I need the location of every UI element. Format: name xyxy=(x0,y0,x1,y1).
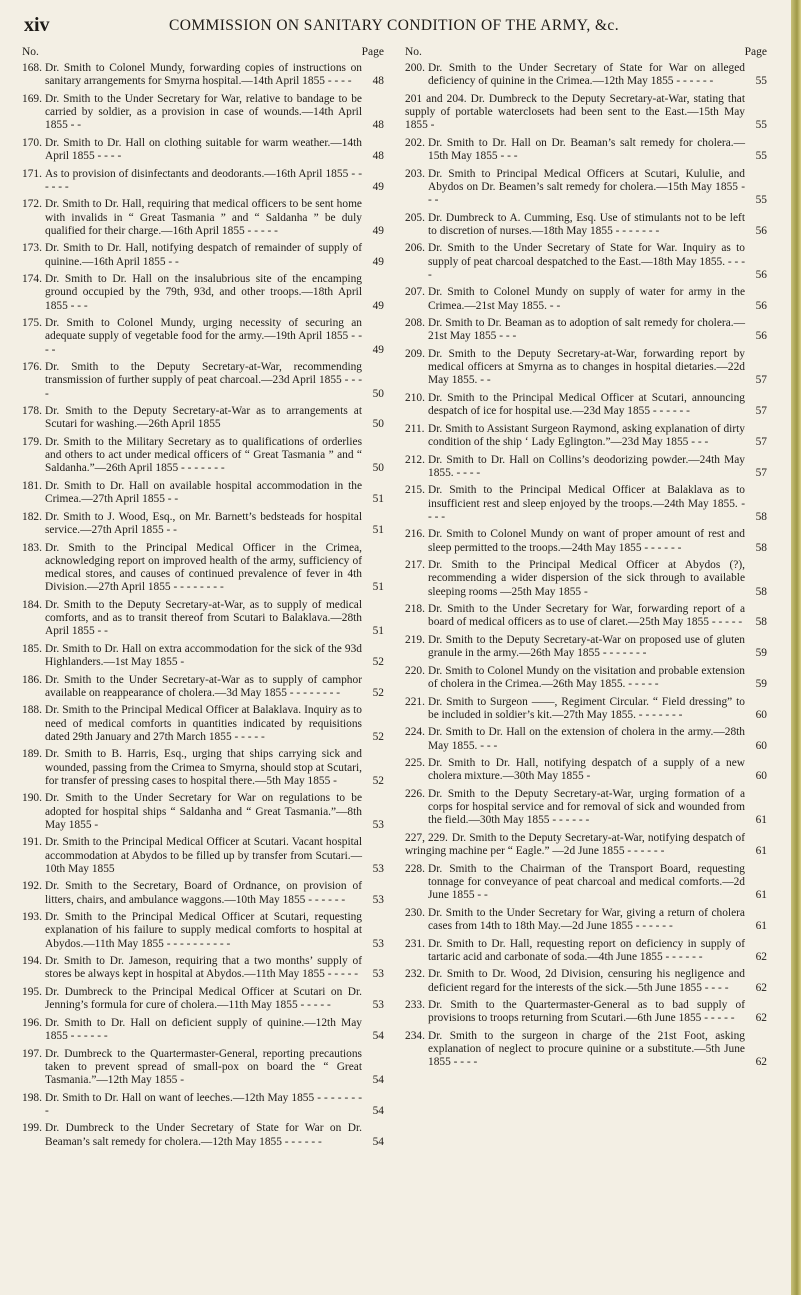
entry-number: 198. xyxy=(22,1091,42,1104)
entry-text: Dr. Smith to Dr. Jameson, requiring that a two months’ supply of stores be always kept in hospital at Abydos.—11th May 1855 - - - - - xyxy=(45,955,362,981)
page-number: xiv xyxy=(24,14,50,36)
entry-number: 196. xyxy=(22,1016,42,1029)
index-entry xyxy=(405,242,767,282)
entry-text: Dr. Smith to Dr. Hall on deficient supply of quinine.—12th May 1855 - - - - - - xyxy=(45,1016,362,1042)
index-entry xyxy=(22,93,384,133)
entry-page: 60 xyxy=(755,739,767,752)
entry-number: 194. xyxy=(22,955,42,968)
index-entry xyxy=(22,1122,384,1148)
entry-page: 55 xyxy=(755,119,767,132)
entry-page: 58 xyxy=(755,541,767,554)
entry-number: 232. xyxy=(405,968,425,981)
entry-number: 205. xyxy=(405,211,425,224)
index-entry xyxy=(405,634,767,660)
entry-page: 51 xyxy=(372,625,384,638)
entry-page: 62 xyxy=(755,981,767,994)
entry-text: Dr. Smith to Colonel Mundy, urging necessity of securing an adequate supply of vegetable food for the army.—19th April 1855 - - - - xyxy=(45,317,362,356)
entry-number: 173. xyxy=(22,242,42,255)
entry-page: 55 xyxy=(755,150,767,162)
entry-text: Dr. Smith to the Deputy Secretary-at-War, urging formation of a corps for hospital service and for removal of sick and wounded from the field.—30th May 1855 - - - - - - xyxy=(428,787,745,827)
entry-page: 53 xyxy=(372,968,384,981)
entry-page: 50 xyxy=(372,462,384,475)
index-entry xyxy=(405,938,767,964)
entry-number: 174. xyxy=(22,273,42,286)
index-entry xyxy=(405,454,767,480)
index-entry xyxy=(22,273,384,313)
entry-page: 61 xyxy=(755,889,767,902)
entry-text: Dr. Dumbreck to the Principal Medical Officer at Scutari on Dr. Jenning’s formula for cure of cholera.—11th May 1855 - - - - - xyxy=(45,985,362,1012)
page-label: Page xyxy=(744,46,767,58)
entry-page: 54 xyxy=(372,1029,384,1042)
page-label: Page xyxy=(361,46,384,58)
entry-number: 228. xyxy=(405,862,425,875)
index-entry xyxy=(405,286,767,312)
entry-number: 197. xyxy=(22,1047,42,1060)
index-entry xyxy=(22,1048,384,1088)
entry-number: 168. xyxy=(22,62,42,74)
entry-text: Dr. Smith to the Deputy Secretary-at-War on proposed use of gluten granule in the army.—26th May 1855 - - - - - - - xyxy=(428,633,745,660)
entry-page: 48 xyxy=(372,150,384,162)
entry-page: 57 xyxy=(755,435,767,448)
entry-page: 48 xyxy=(372,119,384,132)
entry-text: Dr. Smith to the Principal Medical Officer at Balaklava as to insufficient rest and sleep enjoyed by the troops.—24th May 1855. - - - - xyxy=(428,484,745,523)
entry-text: Dr. Smith to the Under Secretary for War, forwarding report of a board of medical officers as to use of claret.—25th May 1855 - - - - - xyxy=(428,603,745,629)
no-label: No. xyxy=(22,46,39,58)
entry-number: 192. xyxy=(22,880,42,893)
entry-number: 207. xyxy=(405,286,425,299)
entry-page: 56 xyxy=(755,299,767,312)
index-entry xyxy=(22,599,384,639)
entry-text: Dr. Smith to Dr. Hall on clothing suitable for warm weather.—14th April 1855 - - - - xyxy=(45,136,362,162)
entry-page: 58 xyxy=(755,585,767,598)
entry-page: 50 xyxy=(372,418,384,431)
entry-page: 53 xyxy=(372,862,384,875)
entry-number: 193. xyxy=(22,911,42,924)
entry-text: Dr. Smith to the Chairman of the Transport Board, requesting tonnage for conveyance of peat charcoal and medical comforts.—2d June 1855 - - xyxy=(428,862,745,902)
index-entry xyxy=(405,348,767,388)
index-entry xyxy=(22,955,384,981)
index-entry xyxy=(22,405,384,431)
entry-page: 62 xyxy=(755,1012,767,1025)
entry-number: 211. xyxy=(405,422,425,435)
entry-page: 59 xyxy=(755,677,767,690)
entry-number: 191. xyxy=(22,836,42,849)
index-entry xyxy=(405,528,767,554)
entry-page: 62 xyxy=(755,950,767,963)
index-entry xyxy=(22,436,384,476)
entry-text: Dr. Smith to the Principal Medical Officer at Scutari, announcing despatch of ice for hospital use.—23d May 1855 - - - - - - xyxy=(428,391,745,418)
entry-text: Dr. Smith to Principal Medical Officers at Scutari, Kululie, and Abydos on Dr. Beamen’s salt remedy for cholera.—15th May 1855 - - - xyxy=(428,167,745,206)
entry-number: 184. xyxy=(22,598,42,611)
entry-text: Dr. Smith to Colonel Mundy on the visitation and probable extension of cholera in the Crimea.—26th May 1855. - - - - - xyxy=(428,664,745,690)
index-entry xyxy=(22,361,384,401)
index-entry xyxy=(405,999,767,1025)
index-entry xyxy=(22,792,384,832)
entry-text: Dr. Smith to Colonel Mundy, forwarding copies of instructions on sanitary arrangements for Smyrna hospital.—14th April 1855 - - - - xyxy=(45,62,362,88)
entry-number: 172. xyxy=(22,198,42,211)
entry-number: 230. xyxy=(405,906,425,919)
entry-page: 56 xyxy=(755,330,767,343)
entry-page: 50 xyxy=(372,387,384,400)
entry-page: 56 xyxy=(755,224,767,237)
entry-page: 51 xyxy=(372,523,384,536)
entry-text: Dr. Smith to the Principal Medical Officer at Abydos (?), recommending a wider dispersion of the sick through to available sleeping rooms —25th May 1855 - xyxy=(428,559,745,598)
entry-number: 226. xyxy=(405,787,425,800)
entry-text: Dr. Smith to the Quartermaster-General as to bad supply of provisions to troops returning from Scutari.—6th June 1855 - - - - - xyxy=(428,999,745,1025)
index-entry xyxy=(22,986,384,1012)
index-entry xyxy=(405,317,767,343)
entry-text: Dr. Smith to the Military Secretary as to qualifications of orderlies and others to act under medical officers of “ Great Tasmania ” and “ Saldanha.”—26th April 1855 - - - - - - - xyxy=(45,435,362,475)
index-entry xyxy=(22,62,384,88)
index-entry xyxy=(405,392,767,418)
entry-number: 200. xyxy=(405,62,425,74)
entry-number: 183. xyxy=(22,541,42,554)
entry-page: 51 xyxy=(372,493,384,506)
entry-text: Dr. Smith to the Deputy Secretary-at-War, forwarding report by medical officers at Smyrna as to changes in hospital dietaries.—22d May 1855. - - xyxy=(428,347,745,387)
index-entry xyxy=(22,836,384,876)
index-entry xyxy=(22,542,384,595)
entry-number: 231. xyxy=(405,937,425,950)
index-entry xyxy=(22,480,384,506)
entry-page: 49 xyxy=(372,255,384,268)
entry-page: 54 xyxy=(372,1073,384,1086)
entry-number: 185. xyxy=(22,642,42,655)
entry-page: 49 xyxy=(372,343,384,356)
entry-number: 190. xyxy=(22,792,42,805)
entry-page: 49 xyxy=(372,299,384,312)
index-entry xyxy=(22,1017,384,1043)
entry-text: As to provision of disinfectants and deodorants.—16th April 1855 - - - - - - xyxy=(45,167,362,193)
entry-text: 227, 229. Dr. Smith to the Deputy Secretary-at-War, notifying despatch of wringing machine per “ Eagle.” —2d June 1855 - - - - - - xyxy=(405,831,746,858)
index-entry xyxy=(405,665,767,691)
entry-text: Dr. Smith to Dr. Wood, 2d Division, censuring his negligence and deficient regard for the interests of the sick.—5th June 1855 - - - - xyxy=(428,968,745,994)
entry-number: 209. xyxy=(405,347,425,360)
entry-text: Dr. Smith to J. Wood, Esq., on Mr. Barnett’s bedsteads for hospital service.—27th April 1855 - - xyxy=(45,510,362,536)
index-entry xyxy=(405,93,767,133)
index-entry xyxy=(405,832,767,858)
entry-number: 188. xyxy=(22,704,42,717)
entry-text: Dr. Smith to Surgeon ——, Regiment Circular. “ Field dressing” to be included in soldier’s kit.—27th May 1855. - - - - - - - xyxy=(428,695,745,721)
entry-number: 171. xyxy=(22,167,42,180)
entry-number: 219. xyxy=(405,633,425,646)
entry-text: Dr. Smith to Dr. Hall, requesting report on deficiency in supply of tartaric acid and carbonate of soda.—4th June 1855 - - - - - - xyxy=(428,937,745,963)
entry-page: 49 xyxy=(372,224,384,237)
entry-number: 169. xyxy=(22,92,42,105)
entry-text: Dr. Smith to the surgeon in charge of the 21st Foot, asking explanation of neglect to procure quinine or a substitute.—5th June 1855 - - - - xyxy=(428,1029,745,1069)
entry-page: 57 xyxy=(755,374,767,387)
entry-page: 58 xyxy=(755,616,767,629)
entry-page: 53 xyxy=(372,937,384,950)
entry-page: 53 xyxy=(372,893,384,906)
index-entry xyxy=(405,726,767,752)
entry-number: 217. xyxy=(405,559,425,572)
index-entry xyxy=(405,168,767,208)
entry-number: 227, 229. xyxy=(405,831,448,844)
index-entry xyxy=(22,137,384,163)
index-entry xyxy=(22,1092,384,1118)
entry-page: 53 xyxy=(372,818,384,831)
entry-number: 208. xyxy=(405,317,425,330)
entry-page: 51 xyxy=(372,581,384,594)
entry-text: Dr. Smith to the Under Secretary of State for War. Inquiry as to supply of peat charcoal despatched to the East.—18th May 1855. - - - - xyxy=(428,242,745,281)
entry-number: 218. xyxy=(405,603,425,616)
index-entry xyxy=(405,1030,767,1070)
entry-number: 203. xyxy=(405,167,425,180)
entry-number: 179. xyxy=(22,435,42,448)
index-entry xyxy=(405,603,767,629)
entry-number: 233. xyxy=(405,999,425,1012)
entry-number: 176. xyxy=(22,361,42,374)
index-entry xyxy=(405,423,767,449)
entry-text: Dr. Smith to Dr. Hall on available hospital accommodation in the Crimea.—27th April 1855 - - xyxy=(45,479,362,506)
right-column xyxy=(405,46,767,1074)
entry-number: 170. xyxy=(22,136,42,149)
index-entry xyxy=(405,696,767,722)
index-entry xyxy=(22,704,384,744)
entry-text: Dr. Smith to Dr. Hall on Collins’s deodorizing powder.—24th May 1855. - - - - xyxy=(428,453,745,479)
entry-page: 60 xyxy=(755,708,767,721)
index-entry xyxy=(405,137,767,163)
entry-text: Dr. Smith to Dr. Hall on extra accommodation for the sick of the 93d Highlanders.—1st May 1855 - xyxy=(45,642,362,668)
entry-text: Dr. Smith to Dr. Hall on want of leeches.—12th May 1855 - - - - - - - - xyxy=(45,1091,362,1117)
entry-page: 53 xyxy=(372,999,384,1012)
entry-page: 59 xyxy=(755,647,767,660)
entry-number: 234. xyxy=(405,1029,425,1042)
index-entry xyxy=(405,212,767,238)
entry-page: 52 xyxy=(372,655,384,668)
entry-text: Dr. Smith to Dr. Hall, notifying despatch of remainder of supply of quinine.—16th April 1855 - - xyxy=(45,242,362,268)
entry-page: 48 xyxy=(372,75,384,88)
entry-text: Dr. Smith to the Under Secretary for War, relative to bandage to be carried by soldier, as a provision in case of wounds.—14th April 1855 - - xyxy=(45,92,362,132)
page-title: COMMISSION ON SANITARY CONDITION OF THE ARMY, &c. xyxy=(169,17,619,34)
index-entry xyxy=(22,643,384,669)
no-label: No. xyxy=(405,46,422,58)
entry-text: Dr. Smith to Dr. Hall, requiring that medical officers to be sent home with invalids in “ Great Tasmania ” and “ Saldanha ” be duly qualified for their charge.—16th April 1855 - - - - - xyxy=(45,198,362,237)
entry-text: Dr. Dumbreck to the Under Secretary of State for War on Dr. Beaman’s salt remedy for cholera.—12th May 1855 - - - - - - xyxy=(45,1122,362,1148)
entry-page: 49 xyxy=(372,180,384,193)
entry-page: 55 xyxy=(755,194,767,206)
entry-text: Dr. Smith to B. Harris, Esq., urging that ships carrying sick and wounded, passing from the Crimea to Smyrna, should stop at Scutari, for transfer of pressing cases to hospital there.—5th May 1855 - xyxy=(45,748,362,787)
entry-number: 189. xyxy=(22,748,42,761)
entry-number: 212. xyxy=(405,453,425,466)
entry-text: Dr. Smith to the Principal Medical Officer at Scutari. Vacant hospital accommodation at Abydos to be filled up by transfer from Scutari.—10th May 1855 xyxy=(45,836,362,875)
entry-page: 60 xyxy=(755,770,767,783)
entry-number: 221. xyxy=(405,695,425,708)
entry-page: 57 xyxy=(755,405,767,418)
index-entry xyxy=(405,788,767,828)
right-column-header xyxy=(405,46,767,62)
left-column-header xyxy=(22,46,384,62)
entry-page: 54 xyxy=(372,1104,384,1117)
page-header xyxy=(24,14,764,38)
entry-number: 201 and 204. xyxy=(405,92,467,105)
entry-text: Dr. Dumbreck to A. Cumming, Esq. Use of stimulants not to be left to discretion of nurses.—18th May 1855 - - - - - - - xyxy=(428,211,745,237)
entry-text: Dr. Smith to Dr. Hall on the insalubrious site of the encamping ground occupied by the 79th, 93d, and other troops.—18th April 1855 - - - xyxy=(45,273,362,312)
entry-page: 52 xyxy=(372,774,384,787)
entry-number: 215. xyxy=(405,484,425,497)
entry-number: 199. xyxy=(22,1122,42,1135)
entry-page: 62 xyxy=(755,1056,767,1069)
entry-page: 52 xyxy=(372,730,384,743)
index-entry xyxy=(405,968,767,994)
index-entry xyxy=(22,911,384,951)
index-entry xyxy=(22,198,384,238)
entry-number: 175. xyxy=(22,317,42,330)
entry-number: 224. xyxy=(405,726,425,739)
index-entry xyxy=(405,62,767,88)
entry-page: 57 xyxy=(755,466,767,479)
entry-number: 182. xyxy=(22,510,42,523)
entry-page: 56 xyxy=(755,268,767,281)
entry-text: Dr. Smith to the Under Secretary for War, giving a return of cholera cases from 14th to 18th May.—2d June 1855 - - - - - - xyxy=(428,906,745,932)
entry-text: Dr. Smith to the Principal Medical Officer at Balaklava. Inquiry as to need of medical comforts in quantities indicated by requisitions dated 29th January and 27th March 1855 - - - - - xyxy=(45,704,362,743)
entry-text: Dr. Smith to the Principal Medical Officer in the Crimea, acknowledging report on improved health of the army, sufficiency of medical stores, and causes of continued prevalence of fever in 4th Division.—27th April 1855 - - - - - - - - xyxy=(45,541,362,594)
entry-number: 202. xyxy=(405,136,425,149)
entry-number: 181. xyxy=(22,479,42,492)
entry-number: 225. xyxy=(405,757,425,770)
entry-text: Dr. Smith to the Deputy Secretary-at-War as to arrangements at Scutari for washing.—26th April 1855 xyxy=(45,405,362,431)
index-entry xyxy=(22,317,384,357)
entry-number: 195. xyxy=(22,985,42,998)
entry-text: Dr. Smith to the Principal Medical Officer at Scutari, requesting explanation of his failure to supply medical comforts to hospital at Abydos.—11th May 1855 - - - - - - - - - - xyxy=(45,911,362,950)
entry-number: 178. xyxy=(22,405,42,418)
entry-number: 216. xyxy=(405,528,425,541)
entry-text: Dr. Smith to the Deputy Secretary-at-War, recommending transmission of further supply of peat charcoal.—23d April 1855 - - - - xyxy=(45,361,362,400)
entry-number: 186. xyxy=(22,673,42,686)
index-entry xyxy=(22,880,384,906)
index-entry xyxy=(405,484,767,524)
entry-text: Dr. Smith to the Under Secretary-at-War as to supply of camphor available on reappearance of cholera.—3d May 1855 - - - - - - - - xyxy=(45,673,362,699)
index-entry xyxy=(405,559,767,599)
entry-text: Dr. Smith to the Deputy Secretary-at-War, as to supply of medical comforts, and as to transit thereof from Scutari to Balaklava.—28th April 1855 - - xyxy=(45,598,362,638)
left-column xyxy=(22,46,384,1153)
entry-number: 206. xyxy=(405,242,425,255)
entry-text: Dr. Smith to Dr. Hall, notifying despatch of a supply of a new cholera mixture.—30th May 1855 - xyxy=(428,757,745,783)
entry-page: 58 xyxy=(755,510,767,523)
index-entry xyxy=(22,242,384,268)
entry-text: Dr. Smith to Assistant Surgeon Raymond, asking explanation of dirty condition of the ship ‘ Lady Eglington.”—23d May 1855 - - - xyxy=(428,422,745,448)
index-entry xyxy=(22,674,384,700)
entry-page: 52 xyxy=(372,686,384,699)
entry-number: 210. xyxy=(405,391,425,404)
entry-page: 55 xyxy=(755,75,767,88)
entry-number: 220. xyxy=(405,664,425,677)
page-edge xyxy=(791,0,801,1295)
index-entry xyxy=(405,907,767,933)
entry-text: Dr. Smith to the Secretary, Board of Ordnance, on provision of litters, chairs, and ambulance waggons.—10th May 1855 - - - - - - xyxy=(45,880,362,906)
entry-text: Dr. Smith to Dr. Hall on the extension of cholera in the army.—28th May 1855. - - - xyxy=(428,726,745,752)
entry-text: Dr. Smith to Dr. Hall on Dr. Beaman’s salt remedy for cholera.—15th May 1855 - - - xyxy=(428,136,745,162)
entry-page: 61 xyxy=(755,845,767,858)
entry-text: Dr. Smith to the Under Secretary of State for War on alleged deficiency of quinine in the Crimea.—12th May 1855 - - - - - - xyxy=(428,62,745,88)
index-entry xyxy=(22,511,384,537)
index-entry xyxy=(22,168,384,194)
entry-page: 61 xyxy=(755,919,767,932)
entry-text: Dr. Smith to Colonel Mundy on supply of water for army in the Crimea.—21st May 1855. - - xyxy=(428,286,745,312)
entry-text: Dr. Dumbreck to the Quartermaster-General, reporting precautions taken to prevent spread of small-pox on board the “ Great Tasmania.”—12th May 1855 - xyxy=(45,1047,362,1086)
entry-text: Dr. Smith to Dr. Beaman as to adoption of salt remedy for cholera.—21st May 1855 - - - xyxy=(428,317,745,343)
entry-text: Dr. Smith to the Under Secretary for War on regulations to be adopted for hospital ships “ Saldanha and “ Great Tasmania.”—8th May 1855 - xyxy=(45,792,362,831)
entry-page: 54 xyxy=(372,1135,384,1148)
index-entry xyxy=(22,748,384,788)
entry-text: Dr. Smith to Colonel Mundy on want of proper amount of rest and sleep permitted to the troops.—24th May 1855 - - - - - - xyxy=(428,528,745,554)
entry-text: 201 and 204. Dr. Dumbreck to the Deputy Secretary-at-War, stating that supply of portable waterclosets had been sent to the East.—15th May 1855 - xyxy=(405,92,745,132)
entry-page: 61 xyxy=(755,814,767,827)
index-entry xyxy=(405,757,767,783)
index-entry xyxy=(405,863,767,903)
